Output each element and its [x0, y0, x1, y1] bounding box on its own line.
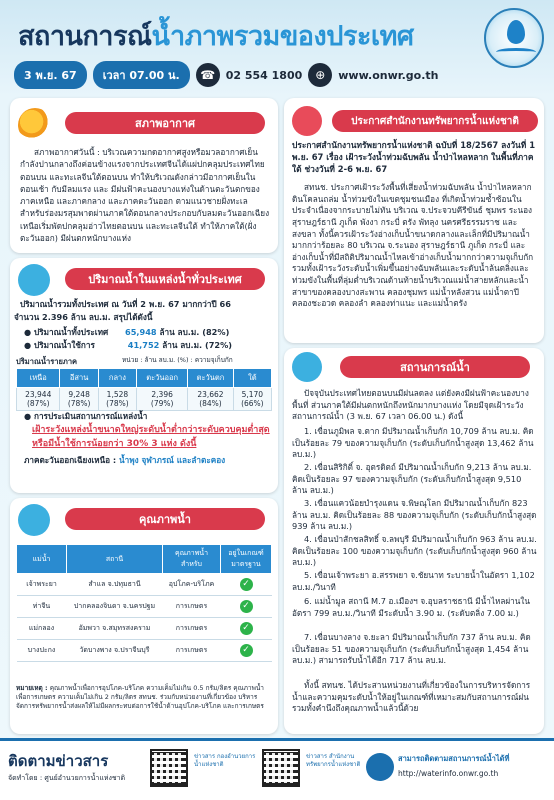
situation-item: 2. เขื่อนสิริกิติ์ จ. อุตรดิตถ์ มีปริมาณน้ำเก็บกัก 9,213 ล้าน ลบ.ม. คิดเป็นร้อยละ 97 ของความจุเก็บกัก (ระดับเก็บกักน้ำสูงสุด 9,510 ล้าน ลบ.ม.) [292, 462, 532, 496]
usable-water-row [24, 339, 274, 351]
situation-heading: สถานการณ์น้ำ [340, 356, 530, 378]
reservoir-heading: ปริมาณน้ำในแหล่งน้ำทั่วประเทศ [65, 268, 265, 290]
situation-item: 6. แม่น้ำมูล สถานี M.7 อ.เมืองฯ จ.อุบลราชธานี มีน้ำไหลผ่านในอัตรา 799 ลบ.ม./วินาที มีระดับน้ำ 3.90 ม. (ระดับตลิ่ง 7.00 ม.) [292, 596, 530, 618]
website-link[interactable]: www.onwr.go.th [338, 68, 439, 82]
quality-note [16, 684, 274, 711]
qr-label-onwr: ข่าวสาร สำนักงานทรัพยากรน้ำแห่งชาติ [306, 753, 361, 769]
qr-label-nwc: ข่าวสาร กองอำนวยการน้ำแห่งชาติ [194, 753, 256, 769]
region-cell [233, 388, 271, 411]
region-value: 1,528 [106, 390, 129, 399]
station-name: วัดบางพาง จ.ปราจีนบุรี [67, 640, 163, 662]
region-pct: (87%) [26, 399, 50, 408]
megaphone-icon [292, 106, 322, 136]
situation-item: 1. เขื่อนภูมิพล จ.ตาก มีปริมาณน้ำเก็บกัก 10,709 ล้าน ลบ.ม. คิดเป็นร้อยละ 79 ของความจุเก็บกัก (ระดับเก็บกักน้ำสูงสุด 13,462 ล้าน ลบ.ม.) [292, 426, 534, 460]
qr-code-nwc[interactable] [150, 749, 188, 787]
situation-icon [292, 352, 322, 382]
evaluation-warning: เฝ้าระวังแหล่งน้ำขนาดใหญ่ระดับน้ำต่ำกว่าระดับควบคุมต่ำสุดหรือมีน้ำใช้การน้อยกว่า 30% 3 แห่ง ดังนี้ [32, 425, 270, 449]
evaluation-region [24, 454, 274, 466]
table-caption: ปริมาณน้ำรายภาค [16, 357, 78, 366]
standard-cell [221, 596, 272, 618]
usable-water-label: ปริมาณน้ำใช้การ [34, 340, 95, 350]
evaluation-region-value: น้ำพุง จุฬาภรณ์ และลำตะคอง [119, 455, 226, 465]
region-cell [17, 388, 60, 411]
river-name: เจ้าพระยา [17, 574, 67, 596]
total-water-unit: ล้าน ลบ.ม. (82%) [159, 327, 230, 337]
check-icon: ✓ [240, 600, 253, 613]
info-bar [14, 62, 439, 88]
announcement-title: ประกาศสำนักงานทรัพยากรน้ำแห่งชาติ ฉบับที่ 18/2567 ลงวันที่ 1 พ.ย. 67 เรื่อง เฝ้าระวังน้ำท่วมฉับพลัน น้ำป่าไหลหลาก ในพื้นที่ภาคใต้ ช่วงวันที่ 2-6 พ.ย. 67 [292, 140, 536, 174]
use-type: อุปโภค-บริโภค [163, 574, 221, 596]
col-river: แม่น้ำ [17, 545, 67, 574]
weather-heading: สภาพอากาศ [65, 112, 265, 134]
region-table [16, 368, 272, 411]
col-standard: อยู่ในเกณฑ์มาตรฐาน [221, 545, 272, 574]
table-unit: หน่วย : ล้าน ลบ.ม. (%) : ความจุเก็บกัก [122, 356, 233, 364]
use-type: การเกษตร [163, 640, 221, 662]
bullet-icon: ● [24, 340, 34, 350]
globe-icon: ⊕ [308, 63, 332, 87]
phone-icon: ☎ [196, 63, 220, 87]
check-icon: ✓ [240, 644, 253, 657]
region-pct: (78%) [67, 399, 91, 408]
quality-row [17, 618, 272, 640]
region-value: 2,396 [151, 390, 173, 399]
standard-cell [221, 640, 272, 662]
region-value: 5,170 [241, 390, 264, 399]
station-name: อัมพวา จ.สมุทรสงคราม [67, 618, 163, 640]
note-label: หมายเหตุ : [16, 684, 48, 692]
footer [0, 738, 554, 800]
situation-closing: ทั้งนี้ สทนช. ได้ประสานหน่วยงานที่เกี่ยวข้องในการบริหารจัดการน้ำและความคุมระดับน้ำให้อยู่ในเกณฑ์ที่เหมาะสมกับสถานการณ์ฝน รวมทั้งคำนึงถึงคุณภาพน้ำแล้วนี้ด้วย [292, 680, 531, 714]
qr-code-onwr[interactable] [262, 749, 300, 787]
phone-number[interactable]: 02 554 1800 [225, 68, 303, 82]
reservoir-icon [18, 264, 50, 296]
region-pct: (66%) [241, 399, 264, 408]
time-badge: เวลา 07.00 น. [93, 61, 190, 89]
reservoir-summary-2: จำนวน 2.396 ล้าน ลบ.ม. สรุปได้ดังนี้ [14, 312, 153, 322]
waterinfo-circle-icon [366, 753, 394, 781]
follow-title: ติดตามข่าวสาร [8, 752, 109, 770]
producer-text: จัดทำโดย : ศูนย์อำนวยการน้ำแห่งชาติ [8, 774, 126, 782]
region-name: ตะวันออก [137, 369, 188, 388]
station-name: ปากคลองจินดา จ.นครปฐม [67, 596, 163, 618]
region-pct: (78%) [106, 399, 129, 408]
region-name: กลาง [98, 369, 136, 388]
usable-water-unit: ล้าน ลบ.ม. (72%) [162, 340, 233, 350]
onwr-logo [484, 8, 544, 68]
situation-intro: ปัจจุบันประเทศไทยตอนบนมีฝนลดลง แต่ยังคงมีฝนฟ้าคะนองบางพื้นที่ ส่วนภาคใต้มีฝนตกหนักถึงหนักมากบางแห่ง โดยมีจุดเฝ้าระวังสถานการณ์น้ำ (3 พ.ย. 67 เวลา 06.00 น.) ดังนี้ [292, 388, 529, 422]
station-name: สำแล จ.ปทุมธานี [67, 574, 163, 596]
quality-panel [10, 498, 278, 734]
region-name: อีสาน [60, 369, 98, 388]
situation-item: 7. เขื่อนบางลาง จ.ยะลา มีปริมาณน้ำเก็บกัก 737 ล้าน ลบ.ม. คิดเป็นร้อยละ 51 ของความจุเก็บกัก (ระดับเก็บกักน้ำสูงสุด 1,454 ล้าน ลบ.ม.) สามารถรับน้ำได้อีก 717 ล้าน ลบ.ม. [292, 632, 531, 666]
sun-cloud-icon [18, 108, 52, 142]
water-drop-icon [507, 20, 525, 44]
waterinfo-link[interactable]: http://waterinfo.onwr.go.th [398, 769, 499, 778]
announcement-body: สทนช. ประกาศเฝ้าระวังพื้นที่เสี่ยงน้ำท่วมฉับพลัน น้ำป่าไหลหลาก ดินโคลนถล่ม น้ำท่วมขังในเขตชุมชนเมือง ที่เกิดน้ำท่วมซ้ำซ้อนในประจำเนื่องจากระบายไม่ทัน บริเวณ จ.ประจวบคีรีขันธ์ ชุมพร ระนอง สุราษฎร์ธานี ภูเก็ต พังงา กระบี่ ตรัง พัทลุง นครศรีธรรมราช และสงขลา ทั้งนี้ควรเฝ้าระวังอ่างเก็บน้ำขนาดกลางและเล็กที่มีปริมาณน้ำมากกว่าร้อยละ 80 บริเวณ จ.ระนอง สุราษฎร์ธานี ภูเก็ต กระบี่ และอ่างเก็บน้ำที่มีสถิติปริมาณน้ำไหลเข้าอ่างเก็บน้ำมากกว่าความจุเก็บกัก รวมทั้งเฝ้าระวังระดับน้ำเพิ่มขึ้นอย่างฉับพลันและระดับน้ำล้นตลิ่งและท่วมขังในพื้นที่ลุ่มต่ำบริเวณด้านท้ายน้ำบริเวณแม่น้ำสายหลักและน้ำสาขาของคลองบางสะพาน คลองชุมพร แม่น้ำหลังสวน แม่น้ำตาปี คลองชะอวด คลองลำ คลองท่าแนะ และแม่น้ำตรัง [292, 182, 534, 309]
bullet-icon: ● [24, 327, 34, 337]
standard-cell [221, 574, 272, 596]
quality-row [17, 640, 272, 662]
quality-heading: คุณภาพน้ำ [65, 508, 265, 530]
river-name: แม่กลอง [17, 618, 67, 640]
situation-panel [284, 348, 544, 734]
use-type: การเกษตร [163, 618, 221, 640]
page-title [18, 14, 414, 57]
region-pct: (79%) [150, 399, 174, 408]
region-cell [188, 388, 233, 411]
region-name: ใต้ [233, 369, 271, 388]
evaluation-region-label: ภาคตะวันออกเฉียงเหนือ : [24, 455, 117, 465]
region-cell [60, 388, 98, 411]
quality-header-row [17, 545, 272, 574]
river-name: บางปะกง [17, 640, 67, 662]
check-icon: ✓ [240, 578, 253, 591]
region-cell [98, 388, 136, 411]
quality-row [17, 596, 272, 618]
situation-item: 5. เขื่อนเจ้าพระยา อ.สรรพยา จ.ชัยนาท ระบายน้ำในอัตรา 1,102 ลบ.ม./วินาที [292, 570, 535, 592]
region-name: ตะวันตก [188, 369, 233, 388]
usable-water-value: 41,752 [127, 340, 160, 350]
header [0, 0, 554, 96]
quality-table [16, 544, 272, 662]
date-badge: 3 พ.ย. 67 [14, 61, 87, 89]
total-water-label: ปริมาณน้ำทั้งประเทศ [34, 327, 109, 337]
bullet-icon: ● [24, 411, 34, 421]
total-water-row [24, 326, 274, 338]
evaluation-title-text: การประเมินสถานการณ์แหล่งน้ำ [34, 411, 148, 421]
region-value: 23,662 [197, 390, 224, 399]
river-name: ท่าจีน [17, 596, 67, 618]
note-text: คุณภาพน้ำเพื่อการอุปโภค-บริโภค ความเค็มไม่เกิน 0.5 กรัม/ลิตร คุณภาพน้ำเพื่อการเกษตร ความเค็มไม่เกิน 2 กรัม/ลิตร สทนช. ร่วมกับหน่วยงานที่เกี่ยวข้อง บริหารจัดการทรัพยากรน้ำส่งผลให้ไม่มีผลกระทบต่อการใช้น้ำด้านอุปโภค-บริโภค และการเกษตร [16, 684, 264, 711]
region-value: 23,944 [25, 390, 52, 399]
region-cell [137, 388, 188, 411]
use-type: การเกษตร [163, 596, 221, 618]
region-value-row [17, 388, 272, 411]
quality-row [17, 574, 272, 596]
region-header-row [17, 369, 272, 388]
title-part-2: น้ำภาพรวมของประเทศ [151, 21, 414, 52]
announcement-heading: ประกาศสำนักงานทรัพยากรน้ำแห่งชาติ [332, 110, 538, 132]
weather-text: สภาพอากาศวันนี้ : บริเวณความกดอากาศสูงหรือมวลอากาศเย็นกำลังปานกลางถึงค่อนข้างแรงจากประเทศจีนได้แผ่ปกคลุมประเทศไทยตอนบน และทะเลจีนใต้ตอนบน ทำให้บริเวณดังกล่าวมีอากาศเย็นในตอนเช้า กับมีลมแรง และ มีฝนฟ้าคะนองบางแห่งในด้านตะวันตกของภาคเหนือ และภาคกลาง และภาคตะวันออก ตามแนวชายฝั่งทะเล สำหรับร่องมรสุมพาดผ่านภาคใต้ตอนกลางประกอบกับลมตะวันออกเฉียงเหนือเริ่มพัดปกคลุมอ่าวไทยตอนบน และทะเลจีนใต้ ทำให้ภาคใต้(ฝั่งตะวันออก) มีฝนตกหนักบางแห่ง [20, 147, 270, 244]
region-value: 9,248 [68, 390, 90, 399]
situation-item: 4. เขื่อนป่าสักชลสิทธิ์ จ.ลพบุรี มีปริมาณน้ำเก็บกัก 963 ล้าน ลบ.ม. คิดเป็นร้อยละ 100 ของความจุเก็บกัก (ระดับเก็บกักน้ำสูงสุด 960 ล้าน ลบ.ม.) [292, 534, 537, 568]
check-icon: ✓ [240, 622, 253, 635]
reservoir-summary-1: ปริมาณน้ำรวมทั้งประเทศ ณ วันที่ 2 พ.ย. 67 มากกว่าปี 66 [20, 299, 231, 309]
title-part-1: สถานการณ์ [18, 21, 152, 52]
standard-cell [221, 618, 272, 640]
total-water-value: 65,948 [125, 327, 157, 337]
water-quality-icon [18, 504, 50, 536]
announcement-panel [284, 98, 544, 343]
col-use: คุณภาพน้ำสำหรับ [163, 545, 221, 574]
evaluation-title [24, 410, 274, 422]
situation-item: 3. เขื่อนแควน้อยบำรุงแดน จ.พิษณุโลก มีปริมาณน้ำเก็บกัก 823 ล้าน ลบ.ม. คิดเป็นร้อยละ 88 ของความจุเก็บกัก (ระดับเก็บกักน้ำสูงสุด 939 ล้าน ลบ.ม.) [292, 498, 537, 532]
more-info-label: สามารถติดตามสถานการณ์น้ำได้ที่ [398, 754, 510, 763]
region-pct: (84%) [199, 399, 222, 408]
region-name: เหนือ [17, 369, 60, 388]
wave-icon [496, 48, 536, 56]
col-station: สถานี [67, 545, 163, 574]
reservoir-panel [10, 258, 278, 493]
weather-panel [10, 98, 278, 253]
